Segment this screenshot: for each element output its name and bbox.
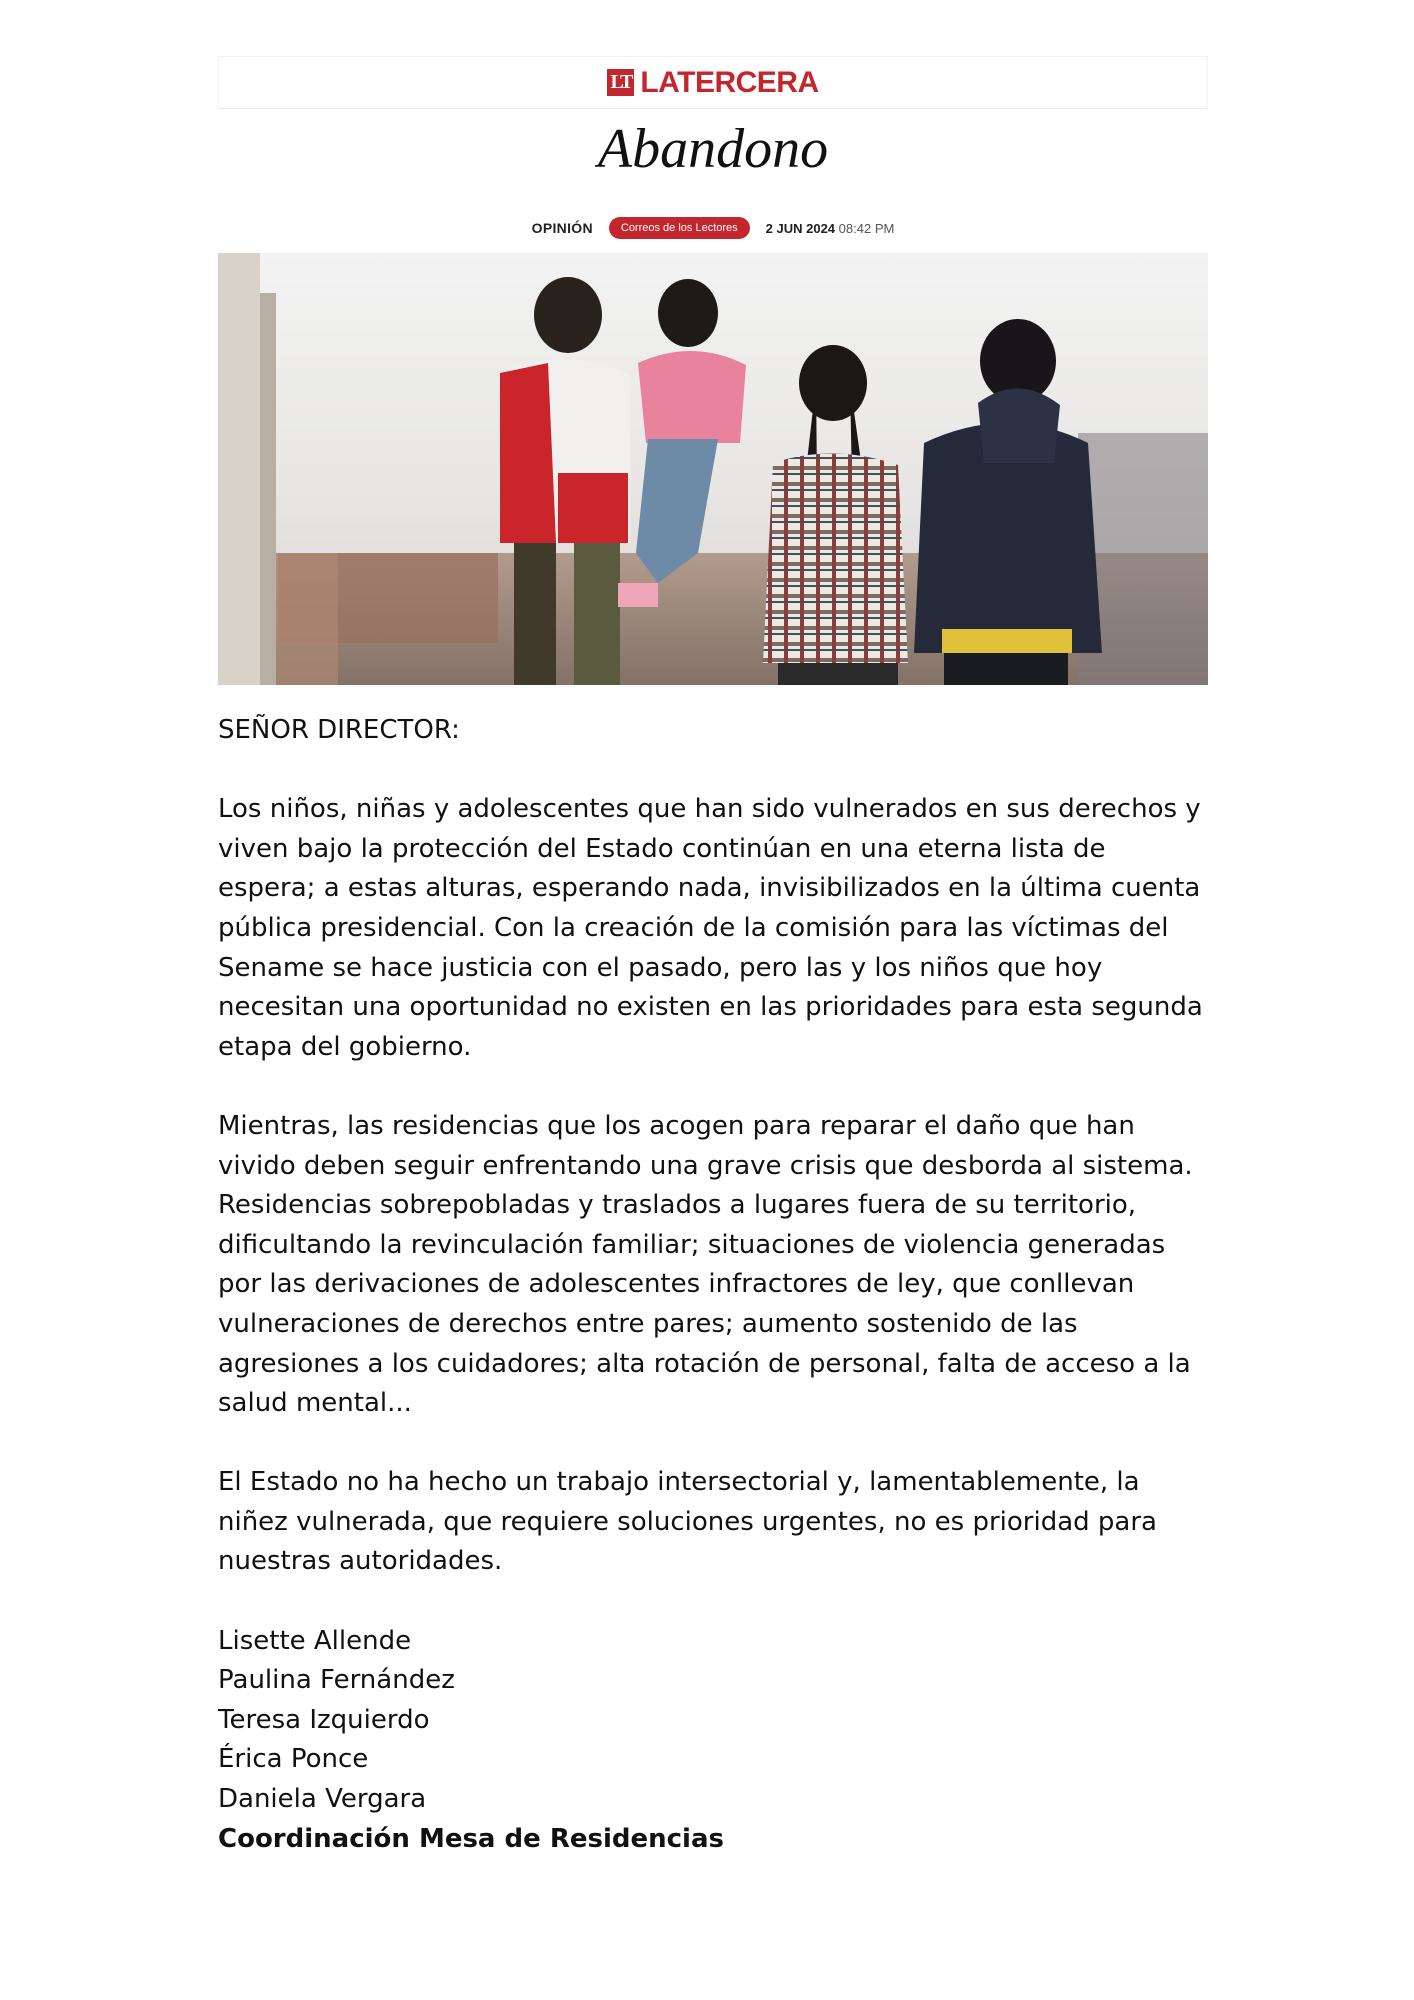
signer-name: Paulina Fernández [218, 1665, 455, 1696]
signature-block [218, 1622, 1208, 1860]
letter-body [218, 711, 1208, 1859]
section-label[interactable]: OPINIÓN [531, 220, 593, 236]
signer-name: Daniela Vergara [218, 1784, 427, 1815]
signer-name: Lisette Allende [218, 1625, 412, 1656]
publish-datetime [766, 221, 895, 236]
publish-date: 2 JUN 2024 [765, 220, 836, 236]
article-page [218, 0, 1208, 1859]
letter-salutation: SEÑOR DIRECTOR: [218, 715, 460, 745]
publish-time: 08:42 PM [838, 220, 895, 236]
article-meta [218, 217, 1208, 239]
letter-paragraph: El Estado no ha hecho un trabajo intersectorial y, lamentablemente, la niñez vulnerada, que requiere soluciones urgentes, no es prioridad para nuestras autoridades. [218, 1467, 1157, 1577]
hero-photo-illustration [218, 253, 1208, 685]
article-title: Abandono [597, 118, 829, 180]
hero-photo [218, 253, 1208, 685]
signer-name: Teresa Izquierdo [218, 1704, 430, 1735]
brand-logo-mark[interactable]: LT [607, 69, 634, 96]
signer-name: Érica Ponce [218, 1744, 369, 1775]
letter-paragraph: Los niños, niñas y adolescentes que han sido vulnerados en sus derechos y viven bajo la protección del Estado continúan en una eterna lista de espera; a estas alturas, esperando nada, invisibilizados en la última cuenta pública presidencial. Con la creación de la comisión para las víctimas del Sename se hace justicia con el pasado, pero las y los niños que hoy necesitan una oportunidad no existen en las prioridades para esta segunda etapa del gobierno. [218, 794, 1203, 1062]
letter-paragraph: Mientras, las residencias que los acogen para reparar el daño que han vivido deben seguir enfrentando una grave crisis que desborda al sistema. Residencias sobrepobladas y traslados a lugares fuera de su territorio, dificultando la revinculación familiar; situaciones de violencia generadas por las derivaciones de adolescentes infractores de ley, que conllevan vulneraciones de derechos entre pares; aumento sostenido de las agresiones a los cuidadores; alta rotación de personal, falta de acceso a la salud mental... [218, 1110, 1193, 1419]
masthead [218, 56, 1208, 109]
brand-logo-wordmark[interactable]: LATERCERA [640, 65, 819, 99]
signer-organization: Coordinación Mesa de Residencias [218, 1823, 724, 1854]
category-tag[interactable]: Correos de los Lectores [609, 217, 750, 239]
